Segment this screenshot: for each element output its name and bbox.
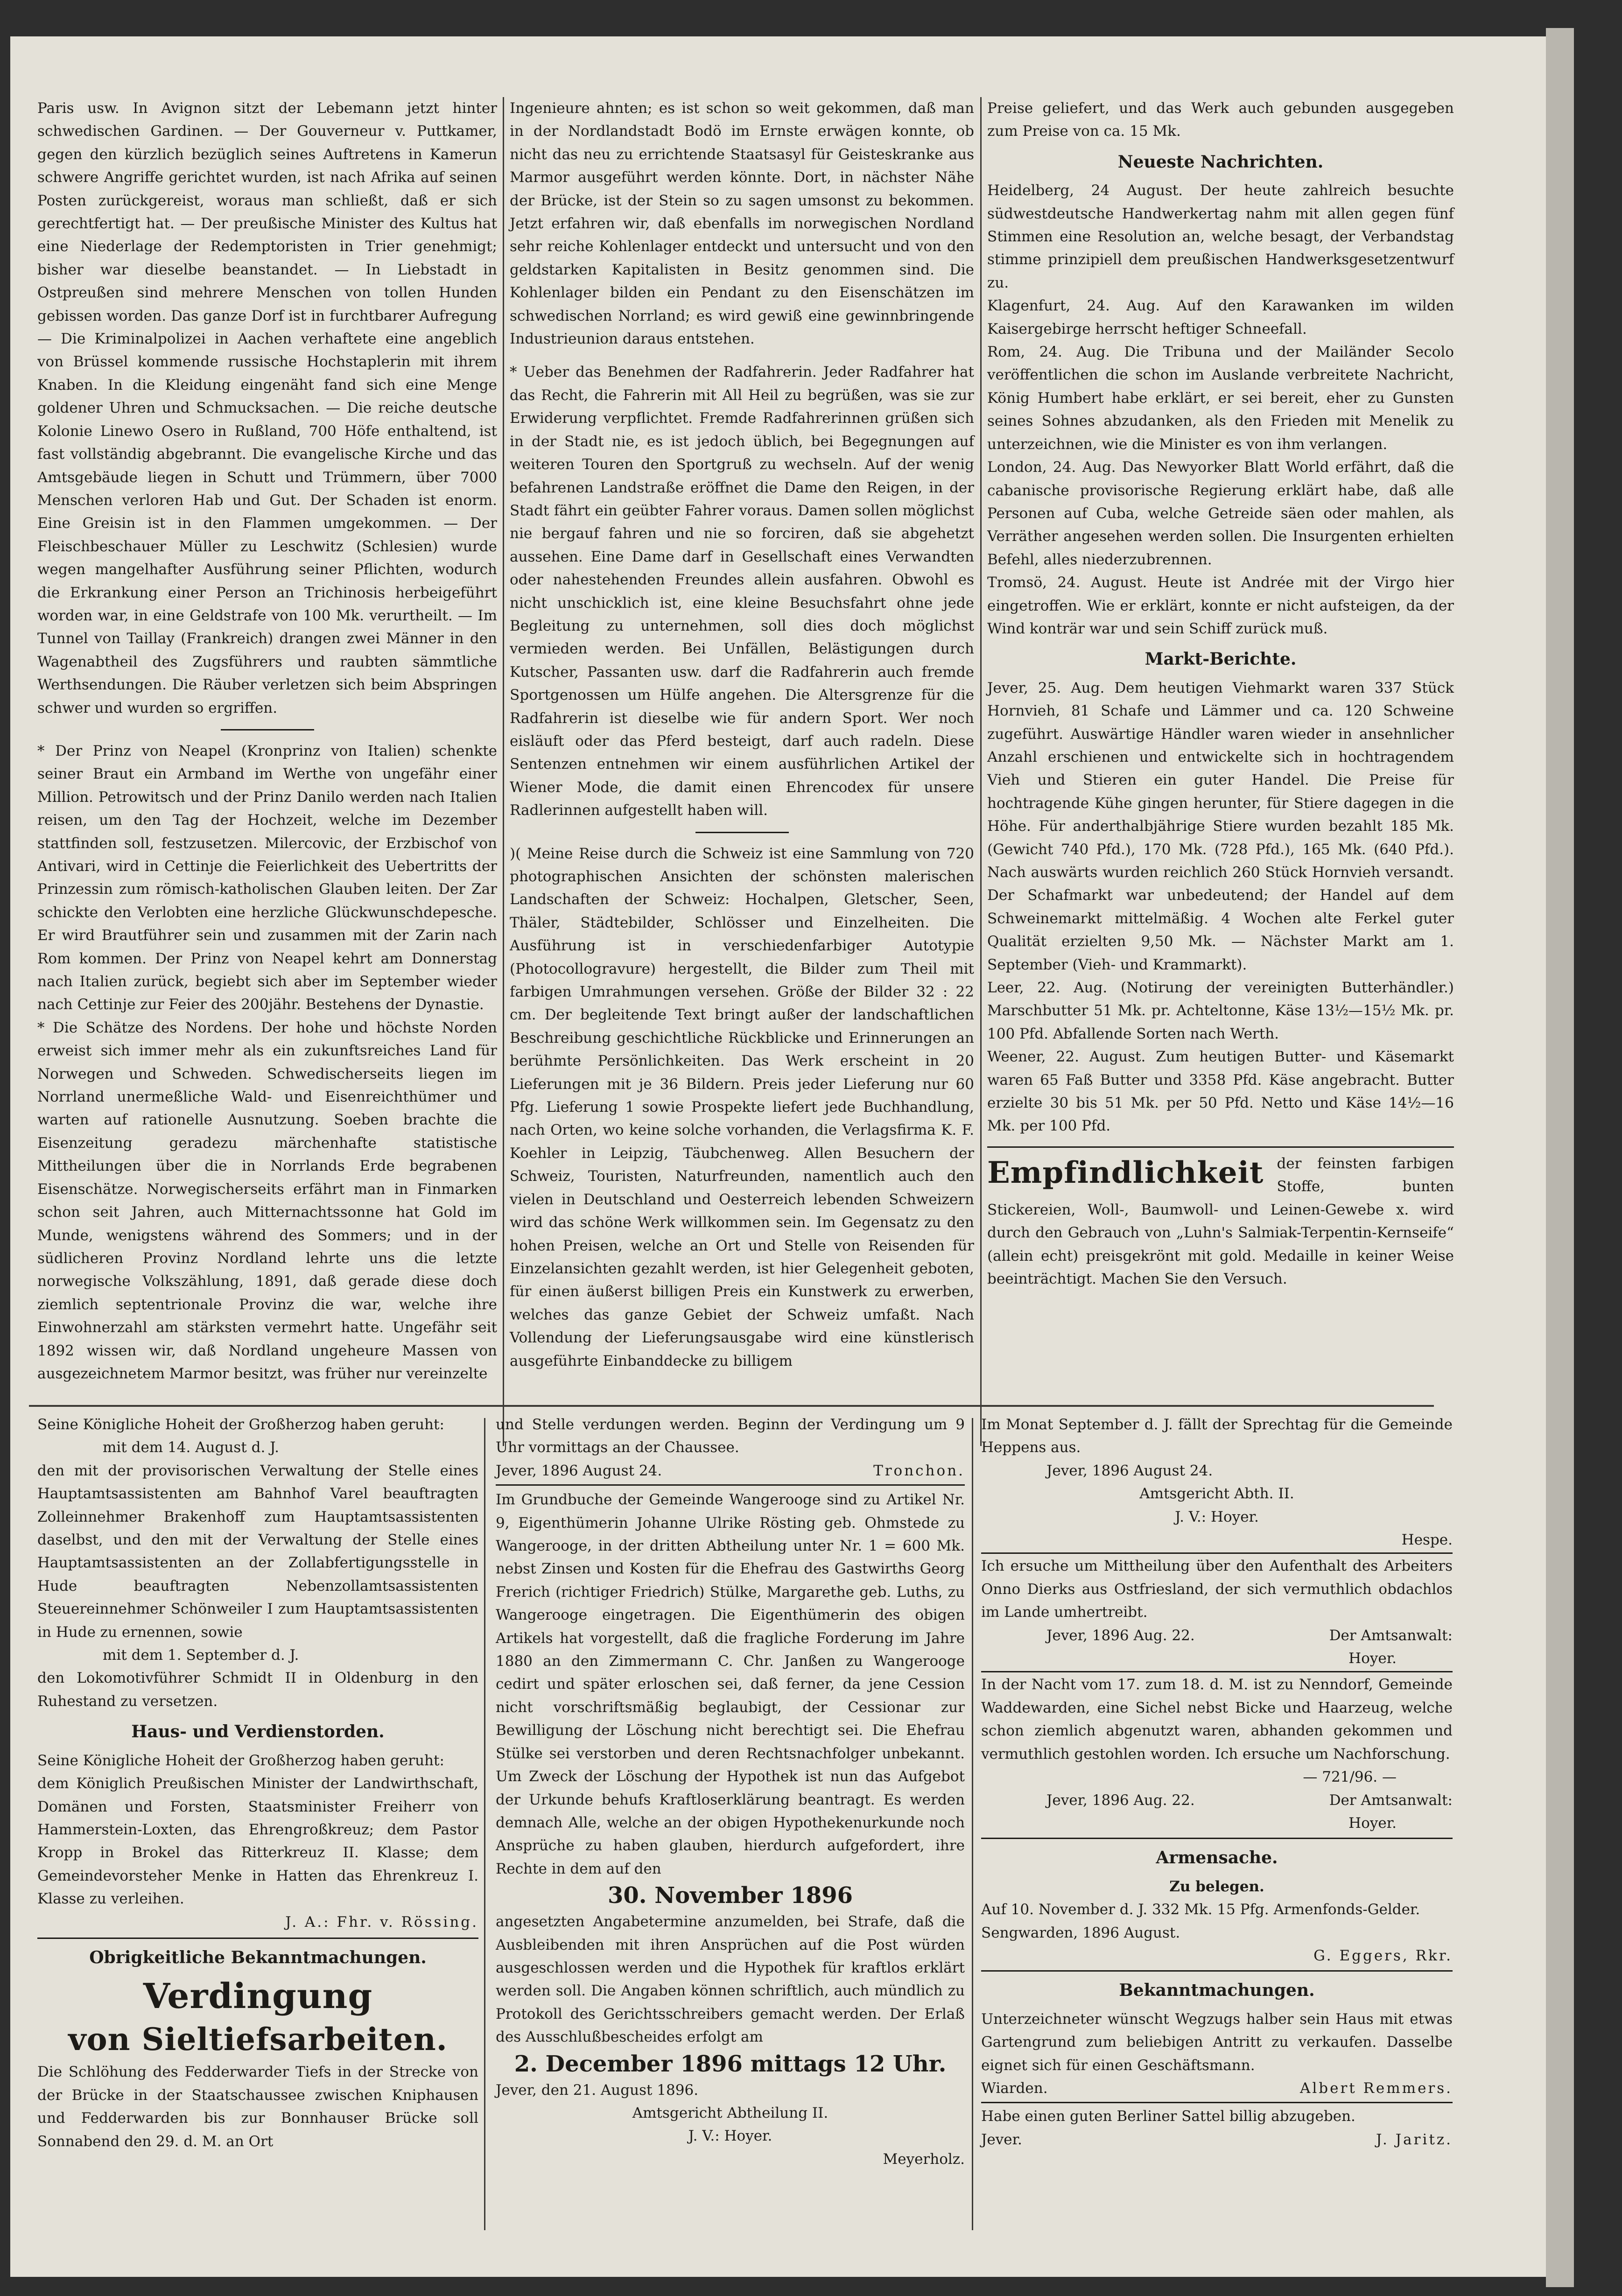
separator (37, 1938, 478, 1939)
notice-text: und Stelle verdungen werden. Beginn der Verdingung um 9 Uhr vormittags an der Chaussee. (496, 1416, 965, 1456)
signature: Albert Remmers. (1299, 2079, 1453, 2097)
date-highlight: 30. November 1896 (607, 1882, 853, 1909)
signature: J. V.: Hoyer. (688, 2127, 772, 2145)
separator (981, 1838, 1453, 1839)
notice-date-line (496, 1460, 965, 1482)
decree-date: mit dem 14. August d. J. (103, 1439, 280, 1456)
column-rule (972, 1418, 973, 2230)
signature: Hoyer. (1348, 1650, 1397, 1667)
notice-sign-line (981, 2077, 1453, 2100)
notice-date: Jever, 1896 August 24. (496, 1462, 662, 1479)
column-rule (503, 97, 504, 1446)
notice-date: Jever, 1896 Aug. 22. (1046, 1627, 1195, 1644)
signature: J. Jaritz. (1376, 2131, 1453, 2148)
clerk-signature: Hespe. (1401, 1531, 1453, 1549)
newspaper-page (10, 36, 1546, 2277)
notice-text: Unterzeichneter wünscht Wegzugs halber sein Haus mit etwas Gartengrund zum beliebigen Antritt zu verkaufen. Dasselbe eignet sich für einen Geschäftsmann. (981, 2010, 1453, 2074)
notice-text: Auf 10. November d. J. 332 Mk. 15 Pfg. Armenfonds-Gelder. (981, 1901, 1420, 1918)
column-rule (484, 1418, 485, 2230)
ad-text: der feinsten farbigen Stoffe, bunten Stickereien, Woll-, Baumwoll- und Leinen-Gewebe x. wird durch den Gebrauch von „Luhn's Salmiak-Terpentin-Kernseife“ (allein echt) preisgekrönt mit gold. Medaille in keiner Weise beeinträchtigt. Machen Sie den Versuch. (987, 1155, 1454, 1287)
section-heading: Neueste Nachrichten. (1117, 152, 1324, 172)
separator (981, 1970, 1453, 1972)
page-edge (1546, 28, 1574, 2287)
section-heading: Armensache. (1156, 1848, 1278, 1868)
separator (981, 2102, 1453, 2103)
top-column-1 (37, 97, 497, 1385)
notice-date-line (981, 1624, 1453, 1647)
subheading: Zu belegen. (1169, 1878, 1264, 1895)
notice-place: Jever, den 21. August 1896. (496, 2081, 699, 2099)
market-item: Weener, 22. August. Zum heutigen Butter- und Käsemarkt waren 65 Faß Butter und 3358 Pfd. Käse angebracht. Butter erzielte 30 bis 51 Mk. per 50 Pfd. Netto und Käse 14½—16 Mk. per 100 Pfd. (987, 1048, 1454, 1135)
bottom-column-3 (981, 1413, 1453, 2151)
notice-text: Die Schlöhung des Fedderwarder Tiefs in der Strecke von der Brücke in der Staatschaussee zwischen Kniphausen und Fedderwarden bis zur Bonnhauser Brücke soll Sonnabend den 29. d. M. an Ort (37, 2064, 478, 2150)
notice-date: Jever, 1896 August 24. (1046, 1462, 1213, 1479)
signature: J. V.: Hoyer. (1175, 1508, 1259, 1525)
news-paragraph: * Der Prinz von Neapel (Kronprinz von Italien) schenkte seiner Braut ein Armband im Werthe von ungefähr einer Million. Petrowitsch und der Prinz Danilo werden nach Italien reisen, um den Tag der Hochzeit, welche im Dezember stattfinden soll, festzusetzen. Milercovic, der Erzbischof von Antivari, wird in Cettinje die Feierlichkeit des Uebertritts der Prinzessin zum römisch-katholischen Glauben leiten. Der Zar schickte den Verlobten eine herzliche Glückwunschdepesche. Er wird Brautführer sein und zusammen mit der Zarin nach Rom kommen. Der Prinz von Neapel kehrt am Donnerstag nach Italien zurück, begiebt sich aber im September wieder nach Cettinje zur Feier des 200jähr. Bestehens der Dynastie. (37, 742, 497, 1013)
section-heading: Markt-Berichte. (1145, 649, 1297, 669)
decree-intro: Seine Königliche Hoheit der Großherzog haben geruht: (37, 1416, 444, 1433)
news-item: Rom, 24. Aug. Die Tribuna und der Mailänder Secolo veröffentlichen die schon im Auslande verbreitete Nachricht, König Humbert habe erklärt, er sei bereit, eher zu Gunsten seines Sohnes abzudanken, als den Frieden mit Menelik zu unterzeichnen, wie die Minister es von ihm verlangen. (987, 344, 1454, 453)
decree-date: mit dem 1. September d. J. (103, 1647, 299, 1664)
notice-place: Sengwarden, 1896 August. (981, 1924, 1180, 1941)
market-item: Leer, 22. Aug. (Notirung der vereinigten Butterhändler.) Marschbutter 51 Mk. pr. Achteltonne, Käse 13½—15½ Mk. pr. 100 Pfd. Abfallende Sorten nach Werth. (987, 979, 1454, 1042)
news-paragraph: )( Meine Reise durch die Schweiz ist eine Sammlung von 720 photographischen Ansichten der schönsten malerischen Landschaften der Schweiz: Hochalpen, Gletscher, Seen, Thäler, Städtebilder, Schlösser und Einzelheiten. Die Ausführung ist in verschiedenfarbiger Autotypie (Photocollogravure) hergestellt, die Bilder zum Theil mit farbigen Umrahmungen versehen. Größe der Bilder 32 : 22 cm. Der begleitende Text bringt außer der landschaftlichen Beschreibung geschichtliche Rückblicke und Erinnerungen an berühmte Persönlichkeiten. Das Werk erscheint in 20 Lieferungen mit je 36 Bildern. Preis jeder Lieferung nur 60 Pfg. Lieferung 1 sowie Prospekte liefert jede Buchhandlung, nach Orten, wo keine solche vorhanden, die Verlagsfirma K. F. Koehler in Leipzig, Täubchenweg. Allen Besuchern der Schweiz, Touristen, Naturfreunden, namentlich auch den vielen in Deutschland und Oesterreich lebenden Schweizern wird das schöne Werk willkommen sein. Im Gegensatz zu den hohen Preisen, welche an Ort und Stelle von Reisenden für Einzelansichten gezahlt werden, ist hier Gelegenheit geboten, für einen äußerst billigen Preis ein Kunstwerk zu erwerben, welches das ganze Gebiet der Schweiz umfaßt. Nach Vollendung der Lieferungsausgabe wird eine künstlerisch ausgeführte Einbanddecke zu billigem (510, 845, 974, 1369)
signature: G. Eggers, Rkr. (1313, 1947, 1453, 1964)
news-item: Heidelberg, 24 August. Der heute zahlreich besuchte südwestdeutsche Handwerkertag nahm mit allen gegen fünf Stimmen eine Resolution an, welche besagt, der Verbandstag stimme prinzipiell dem preußischen Handwerksgesetzentwurf zu. (987, 182, 1454, 291)
notice-text: Habe einen guten Berliner Sattel billig abzugeben. (981, 2108, 1355, 2125)
section-divider (29, 1405, 1434, 1407)
bottom-column-2 (496, 1413, 965, 2171)
separator (496, 1484, 965, 1486)
separator (221, 729, 314, 730)
notice-text: angesetzten Angabetermine anzumelden, bei Strafe, daß die Ausbleibenden mit ihren Ansprüchen auf die Post würden ausgeschlossen werden und die Hypothek für kraftlos erklärt werden soll. Die Angaben können schriftlich, auch mündlich zu Protokoll des Gerichtsschreibers gemacht werden. Der Erlaß des Ausschlußbescheides erfolgt am (496, 1913, 965, 2046)
ad-title: Empfindlichkeit (987, 1155, 1264, 1190)
separator (695, 832, 789, 833)
notice-text: Ich ersuche um Mittheilung über den Aufenthalt des Arbeiters Onno Dierks aus Ostfriesland, der sich vermuthlich obdachlos im Lande umhertreibt. (981, 1558, 1453, 1621)
office-title: Der Amtsanwalt: (1329, 1627, 1453, 1644)
advertisement (987, 1152, 1454, 1291)
news-paragraph: Ingenieure ahnten; es ist schon so weit gekommen, daß man in der Nordlandstadt Bodö im Ernste erwägen konnte, ob nicht das neu zu errichtende Staatsasyl für Geisteskranke aus Marmor ausgeführt werden könnte. Dort, in nächster Nähe der Brücke, ist der Stein so zu sagen umsonst zu bekommen. Jetzt erfahren wir, daß ebenfalls im norwegischen Nordland sehr reiche Kohlenlager entdeckt und untersucht und von den geldstarken Kapitalisten in Besitz genommen sind. Die Kohlenlager bilden ein Pendant zu den Eisenschätzen im schwedischen Norrland; es wird gewiß eine gewinnbringende Industrieunion daraus entstehen. (510, 100, 974, 348)
news-paragraph: * Ueber das Benehmen der Radfahrerin. Jeder Radfahrer hat das Recht, die Fahrerin mit All Heil zu begrüßen, was sie zur Erwiderung verpflichtet. Fremde Radfahrerinnen grüßen sich in der Stadt nie, es ist jedoch üblich, bei Begegnungen auf weiteren Touren den Sportgruß zu wechseln. Auf der wenig befahrenen Landstraße eröffnet die Dame den Reigen, in der Stadt fährt ein geübter Fahrer voraus. Damen sollen möglichst nie bergauf fahren und nie so forciren, daß sie abgehetzt aussehen. Eine Dame darf in Gesellschaft eines Verwandten oder nahestehenden Freundes allein ausfahren. Obwohl es nicht unschicklich ist, eine kleine Besuchsfahrt ohne jede Begleitung zu unternehmen, soll dies doch möglichst vermieden werden. Bei Unfällen, Belästigungen durch Kutscher, Passanten usw. darf die Radfahrerin auch fremde Sportgenossen um Hülfe angehen. Die Altersgrenze für die Radfahrerin ist dieselbe wie für andern Sport. Wer noch eisläuft oder das Pferd besteigt, darf auch radeln. Diese Sentenzen entnehmen wir einem ausführlichen Artikel der Wiener Mode, die damit einen Ehrencodex für unsere Radlerinnen aufgestellt haben will. (510, 364, 974, 819)
notice-place: Wiarden. (981, 2079, 1048, 2097)
notice-text: Im Grundbuche der Gemeinde Wangerooge sind zu Artikel Nr. 9, Eigenthümerin Johanne Ulrike Rösting geb. Ohmstede zu Wangerooge, in der dritten Abtheilung unter Nr. 1 = 600 Mk. nebst Zinsen und Kosten für die Ehefrau des Gastwirths Georg Frerich (richtiger Friedrich) Stülke, Margarethe geb. Luths, zu Wangerooge eingetragen. Die Eigenthümerin des obigen Artikels hat vorgestellt, daß die fragliche Forderung im Jahre 1880 an den Zimmermann C. Chr. Janßen zu Wangerooge cedirt und später erloschen sei, daß ferner, da jene Cession nicht vorschriftsmäßig beglaubigt, der Cessionar zur Bewilligung der Löschung nicht berechtigt sei. Die Ehefrau Stülke sei verstorben und deren Rechtsnachfolger unbekannt. Um Zweck der Löschung der Hypothek ist nun das Aufgebot der Urkunde behufs Kraftloserklärung beantragt. Es werden demnach Alle, welche an der obigen Hypothekenurkunde noch Ansprüche zu haben glauben, hierdurch aufgefordert, ihre Rechte in dem auf den (496, 1491, 965, 1877)
order-intro: Seine Königliche Hoheit der Großherzog haben geruht: (37, 1752, 444, 1769)
top-column-3 (987, 97, 1454, 1291)
top-column-2 (510, 97, 974, 1373)
big-title: von Sieltiefsarbeiten. (68, 2021, 448, 2058)
decree-text: den mit der provisorischen Verwaltung der Stelle eines Hauptamtsassistenten am Bahnhof Varel beauftragten Zolleinnehmer Brakenhoff zum Hauptamtsassistenten daselbst, und den mit der Verwaltung der Stelle eines Hauptamtsassistenten an der Zollabfertigungsstelle in Hude beauftragten Nebenzollamtsassistenten Steuereinnehmer Schönweiler I zum Hauptamtsassistenten in Hude zu ernennen, sowie (37, 1462, 478, 1641)
notice-text: In der Nacht vom 17. zum 18. d. M. ist zu Nenndorf, Gemeinde Waddewarden, eine Sichel nebst Bicke und Haarzeug, welche schon ziemlich abgenutzt waren, abhanden gekommen und vermuthlich gestohlen worden. Ich ersuche um Nachforschung. (981, 1676, 1453, 1762)
big-title: Verdingung (143, 1976, 373, 2017)
notice-date-line (981, 1789, 1453, 1812)
office-title: Der Amtsanwalt: (1329, 1791, 1453, 1809)
notice-text: Im Monat September d. J. fällt der Sprechtag für die Gemeinde Heppens aus. (981, 1416, 1453, 1456)
section-heading: Haus- und Verdienstorden. (131, 1722, 385, 1742)
section-heading: Obrigkeitliche Bekanntmachungen. (89, 1947, 427, 1967)
section-heading: Bekanntmachungen. (1119, 1980, 1315, 2001)
notice-date: Jever, 1896 Aug. 22. (1046, 1791, 1195, 1809)
signature: Hoyer. (1348, 1814, 1397, 1832)
news-paragraph: Preise geliefert, und das Werk auch gebunden ausgegeben zum Preise von ca. 15 Mk. (987, 100, 1454, 140)
separator (981, 1671, 1453, 1672)
signature: Tronchon. (873, 1462, 965, 1479)
notice-sign-line (981, 2128, 1453, 2151)
notice-place: Jever. (981, 2131, 1022, 2148)
news-paragraph: * Die Schätze des Nordens. Der hohe und höchste Norden erweist sich immer mehr als ein zukunftsreiches Land für Norwegen und Schweden. Schwedischerseits liegen im Norrland unermeßliche Wald- und Eisenreichthümer und warten auf rationelle Ausnutzung. Soeben brachte die Eisenzeitung geradezu märchenhafte statistische Mittheilungen über die in Norrlands Erde begrabenen Eisenschätze. Norwegischerseits erfährt man in Finmarken schon seit Jahren, auch Mitternachtssonne hat Gold im Munde, wenigstens während des Sommers; und in der südlicheren Provinz Nordland lehrte uns die letzte norwegische Volkszählung, 1891, daß gerade diese doch ziemlich septentrionale Provinz die war, welche ihre Einwohnerzahl am stärksten vermehrt hatte. Ungefähr seit 1892 wissen wir, daß Nordland ungeheure Massen von ausgezeichnetem Marmor besitzt, was früher nur vereinzelte (37, 1019, 497, 1382)
separator (981, 1552, 1453, 1554)
column-rule (980, 97, 982, 1446)
ad-border (987, 1146, 1454, 1148)
clerk-signature: Meyerholz. (883, 2150, 965, 2168)
news-item: Tromsö, 24. August. Heute ist Andrée mit der Virgo hier eingetroffen. Wie er erklärt, konnte er nicht aufsteigen, da der Wind konträr war und sein Schiff zurück muß. (987, 574, 1454, 637)
court-name: Amtsgericht Abtheilung II. (632, 2104, 829, 2121)
court-name: Amtsgericht Abth. II. (1139, 1485, 1294, 1503)
decree-text: den Lokomotivführer Schmidt II in Oldenburg in den Ruhestand zu versetzen. (37, 1670, 478, 1710)
order-text: dem Königlich Preußischen Minister der Landwirthschaft, Domänen und Forsten, Staatsminister Freiherr von Hammerstein-Loxten, das Ehrengroßkreuz; dem Pastor Kropp in Brokel das Ritterkreuz II. Klasse; dem Gemeindevorsteher Menke in Hatten das Ehrenkreuz I. Klasse zu verleihen. (37, 1775, 478, 1908)
date-highlight: 2. December 1896 mittags 12 Uhr. (514, 2050, 947, 2077)
reference-number: — 721/96. — (1303, 1769, 1397, 1786)
signature: J. A.: Fhr. v. Rössing. (285, 1913, 478, 1931)
market-item: Jever, 25. Aug. Dem heutigen Viehmarkt waren 337 Stück Hornvieh, 81 Schafe und Lämmer und ca. 120 Schweine zugeführt. Auswärtige Händler waren wieder in ansehnlicher Anzahl erschienen und entwickelte sich in hochtragendem Vieh und Stieren ein guter Handel. Die Preise für hochtragende Kühe gingen herunter, für Stiere dagegen in die Höhe. Für anderthalbjährige Stiere wurden bezahlt 185 Mk. (Gewicht 740 Pfd.), 170 Mk. (728 Pfd.), 165 Mk. (640 Pfd.). Nach auswärts wurden reichlich 260 Stück Hornvieh versandt. Der Schafmarkt war unbedeutend; der Handel auf dem Schweinemarkt mittelmäßig. 4 Wochen alte Ferkel guter Qualität erzielten 9,50 Mk. — Nächster Markt am 1. September (Vieh- und Krammarkt). (987, 679, 1454, 973)
news-paragraph: Paris usw. In Avignon sitzt der Lebemann jetzt hinter schwedischen Gardinen. — Der Gouverneur v. Puttkamer, gegen den kürzlich bezüglich seines Auftretens in Kamerun schwere Angriffe gerichtet wurden, ist nach Afrika auf seinen Posten zurückgereist, woraus man schließt, daß er sich gerechtfertigt hat. — Der preußische Minister des Kultus hat eine Niederlage der Redemptoristen in Trier genehmigt; bisher war dieselbe beanstandet. — In Liebstadt in Ostpreußen sind mehrere Menschen von tollen Hunden gebissen worden. Das ganze Dorf ist in furchtbarer Aufregung — Die Kriminalpolizei in Aachen verhaftete eine angeblich von Brüssel kommende russische Hochstaplerin mit ihrem Knaben. In die Kleidung eingenäht fand sich eine Menge goldener Uhren und Schmucksachen. — Die reiche deutsche Kolonie Linewo Osero in Rußland, 700 Höfe enthaltend, ist fast vollständig abgebrannt. Die evangelische Kirche und das Amtsgebäude liegen in Schutt und Trümmern, über 7000 Menschen verloren Hab und Gut. Der Schaden ist enorm. Eine Greisin ist in den Flammen umgekommen. — Der Fleischbeschauer Müller zu Leschwitz (Schlesien) wurde wegen mangelhafter Ausführung seiner Pflichten, wodurch die Erkrankung einer Person an Trichinosis herbeigeführt worden war, in eine Geldstrafe von 100 Mk. verurtheilt. — Im Tunnel von Taillay (Frankreich) drangen zwei Männer in den Wagenabtheil des Zugsführers und raubten sämmtliche Werthsendungen. Die Räuber verletzen sich beim Abspringen schwer und wurden so ergriffen. (37, 100, 497, 716)
news-item: Klagenfurt, 24. Aug. Auf den Karawanken im wilden Kaisergebirge herrscht heftiger Schneefall. (987, 297, 1454, 337)
bottom-column-1 (37, 1413, 478, 2153)
news-item: London, 24. Aug. Das Newyorker Blatt World erfährt, daß die cabanische provisorische Regierung erklärt habe, daß alle Personen auf Cuba, welche Getreide säen oder mahlen, als Verräther angesehen werden sollen. Die Insurgenten erhielten Befehl, alles niederzubrennen. (987, 459, 1454, 568)
